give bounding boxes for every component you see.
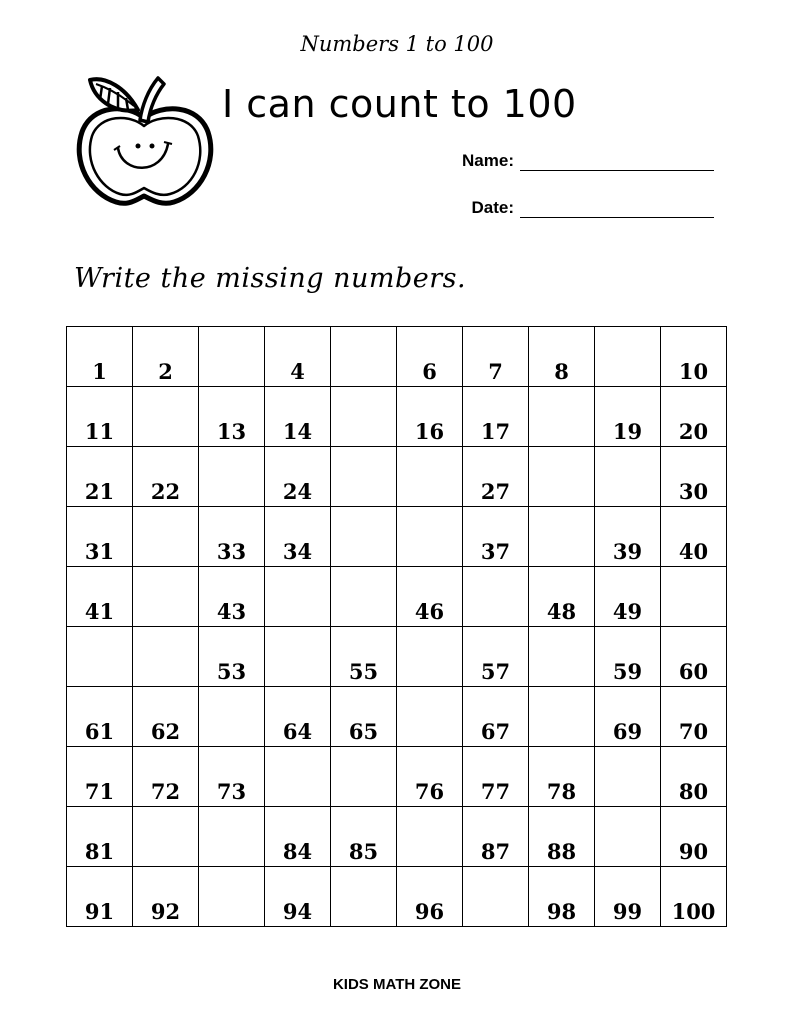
name-field xyxy=(424,150,714,171)
grid-row xyxy=(67,627,727,687)
grid-cell-blank[interactable] xyxy=(199,447,265,507)
grid-cell-blank[interactable] xyxy=(595,327,661,387)
grid-cell-blank[interactable] xyxy=(133,507,199,567)
grid-cell: 21 xyxy=(67,447,133,507)
grid-cell: 27 xyxy=(463,447,529,507)
grid-cell-blank[interactable] xyxy=(529,687,595,747)
grid-cell: 67 xyxy=(463,687,529,747)
grid-cell-blank[interactable] xyxy=(331,447,397,507)
grid-cell: 80 xyxy=(661,747,727,807)
grid-cell: 24 xyxy=(265,447,331,507)
grid-cell-blank[interactable] xyxy=(265,747,331,807)
grid-row xyxy=(67,747,727,807)
grid-cell-blank[interactable] xyxy=(331,327,397,387)
grid-cell-blank[interactable] xyxy=(265,567,331,627)
grid-cell-blank[interactable] xyxy=(529,387,595,447)
grid-cell: 39 xyxy=(595,507,661,567)
worksheet-subtitle: Numbers 1 to 100 xyxy=(300,32,494,56)
grid-cell-blank[interactable] xyxy=(331,747,397,807)
grid-cell: 20 xyxy=(661,387,727,447)
grid-cell: 92 xyxy=(133,867,199,927)
footer-brand: KIDS MATH ZONE xyxy=(332,976,462,993)
grid-row xyxy=(67,807,727,867)
grid-cell: 81 xyxy=(67,807,133,867)
grid-row xyxy=(67,327,727,387)
grid-cell: 64 xyxy=(265,687,331,747)
grid-cell: 49 xyxy=(595,567,661,627)
grid-cell: 16 xyxy=(397,387,463,447)
grid-cell: 76 xyxy=(397,747,463,807)
grid-row xyxy=(67,387,727,447)
grid-cell: 99 xyxy=(595,867,661,927)
grid-cell: 31 xyxy=(67,507,133,567)
grid-cell-blank[interactable] xyxy=(331,567,397,627)
name-label: Name: xyxy=(462,151,514,170)
grid-cell-blank[interactable] xyxy=(331,507,397,567)
grid-row xyxy=(67,867,727,927)
grid-cell: 7 xyxy=(463,327,529,387)
grid-cell-blank[interactable] xyxy=(529,447,595,507)
grid-cell: 30 xyxy=(661,447,727,507)
grid-cell-blank[interactable] xyxy=(529,627,595,687)
grid-cell-blank[interactable] xyxy=(133,567,199,627)
grid-cell: 11 xyxy=(67,387,133,447)
grid-cell-blank[interactable] xyxy=(133,627,199,687)
grid-cell: 43 xyxy=(199,567,265,627)
instructions: Write the missing numbers. xyxy=(74,263,467,294)
grid-cell: 94 xyxy=(265,867,331,927)
grid-cell: 48 xyxy=(529,567,595,627)
apple-icon xyxy=(72,70,218,216)
grid-cell: 98 xyxy=(529,867,595,927)
grid-cell-blank[interactable] xyxy=(199,807,265,867)
grid-cell: 2 xyxy=(133,327,199,387)
date-field xyxy=(424,197,714,218)
grid-cell: 10 xyxy=(661,327,727,387)
grid-cell: 71 xyxy=(67,747,133,807)
grid-cell: 34 xyxy=(265,507,331,567)
grid-row xyxy=(67,687,727,747)
grid-cell-blank[interactable] xyxy=(397,507,463,567)
grid-row xyxy=(67,447,727,507)
grid-cell-blank[interactable] xyxy=(463,567,529,627)
grid-cell: 100 xyxy=(661,867,727,927)
grid-cell: 13 xyxy=(199,387,265,447)
grid-cell: 22 xyxy=(133,447,199,507)
grid-cell: 69 xyxy=(595,687,661,747)
grid-cell: 14 xyxy=(265,387,331,447)
grid-cell: 88 xyxy=(529,807,595,867)
grid-cell: 55 xyxy=(331,627,397,687)
grid-cell: 96 xyxy=(397,867,463,927)
grid-cell: 87 xyxy=(463,807,529,867)
grid-cell: 59 xyxy=(595,627,661,687)
grid-row xyxy=(67,507,727,567)
grid-cell-blank[interactable] xyxy=(331,387,397,447)
grid-cell: 41 xyxy=(67,567,133,627)
grid-cell: 61 xyxy=(67,687,133,747)
grid-cell: 4 xyxy=(265,327,331,387)
grid-cell: 1 xyxy=(67,327,133,387)
grid-cell-blank[interactable] xyxy=(199,327,265,387)
grid-cell: 19 xyxy=(595,387,661,447)
grid-cell: 40 xyxy=(661,507,727,567)
name-line[interactable] xyxy=(520,150,714,171)
grid-cell-blank[interactable] xyxy=(199,687,265,747)
grid-cell-blank[interactable] xyxy=(595,447,661,507)
grid-cell-blank[interactable] xyxy=(529,507,595,567)
grid-cell: 62 xyxy=(133,687,199,747)
grid-cell: 60 xyxy=(661,627,727,687)
grid-cell-blank[interactable] xyxy=(463,867,529,927)
grid-cell-blank[interactable] xyxy=(331,867,397,927)
grid-cell: 85 xyxy=(331,807,397,867)
grid-cell-blank[interactable] xyxy=(67,627,133,687)
grid-cell: 78 xyxy=(529,747,595,807)
grid-cell-blank[interactable] xyxy=(265,627,331,687)
grid-cell-blank[interactable] xyxy=(133,387,199,447)
grid-cell-blank[interactable] xyxy=(595,807,661,867)
grid-cell: 46 xyxy=(397,567,463,627)
grid-cell: 17 xyxy=(463,387,529,447)
grid-cell-blank[interactable] xyxy=(595,747,661,807)
grid-cell: 73 xyxy=(199,747,265,807)
grid-cell: 65 xyxy=(331,687,397,747)
grid-cell: 91 xyxy=(67,867,133,927)
grid-cell-blank[interactable] xyxy=(133,807,199,867)
grid-cell-blank[interactable] xyxy=(199,867,265,927)
grid-row xyxy=(67,567,727,627)
grid-cell-blank[interactable] xyxy=(397,627,463,687)
grid-cell: 70 xyxy=(661,687,727,747)
hundred-chart-grid xyxy=(66,326,727,927)
grid-cell: 8 xyxy=(529,327,595,387)
grid-cell: 57 xyxy=(463,627,529,687)
grid-cell: 77 xyxy=(463,747,529,807)
grid-cell: 84 xyxy=(265,807,331,867)
grid-cell-blank[interactable] xyxy=(397,687,463,747)
grid-cell-blank[interactable] xyxy=(661,567,727,627)
grid-cell: 53 xyxy=(199,627,265,687)
grid-cell: 37 xyxy=(463,507,529,567)
grid-cell-blank[interactable] xyxy=(397,807,463,867)
grid-cell: 33 xyxy=(199,507,265,567)
date-label: Date: xyxy=(471,198,514,217)
worksheet-title: I can count to 100 xyxy=(222,82,577,126)
grid-cell-blank[interactable] xyxy=(397,447,463,507)
grid-cell: 72 xyxy=(133,747,199,807)
grid-cell: 90 xyxy=(661,807,727,867)
grid-cell: 6 xyxy=(397,327,463,387)
date-line[interactable] xyxy=(520,197,714,218)
